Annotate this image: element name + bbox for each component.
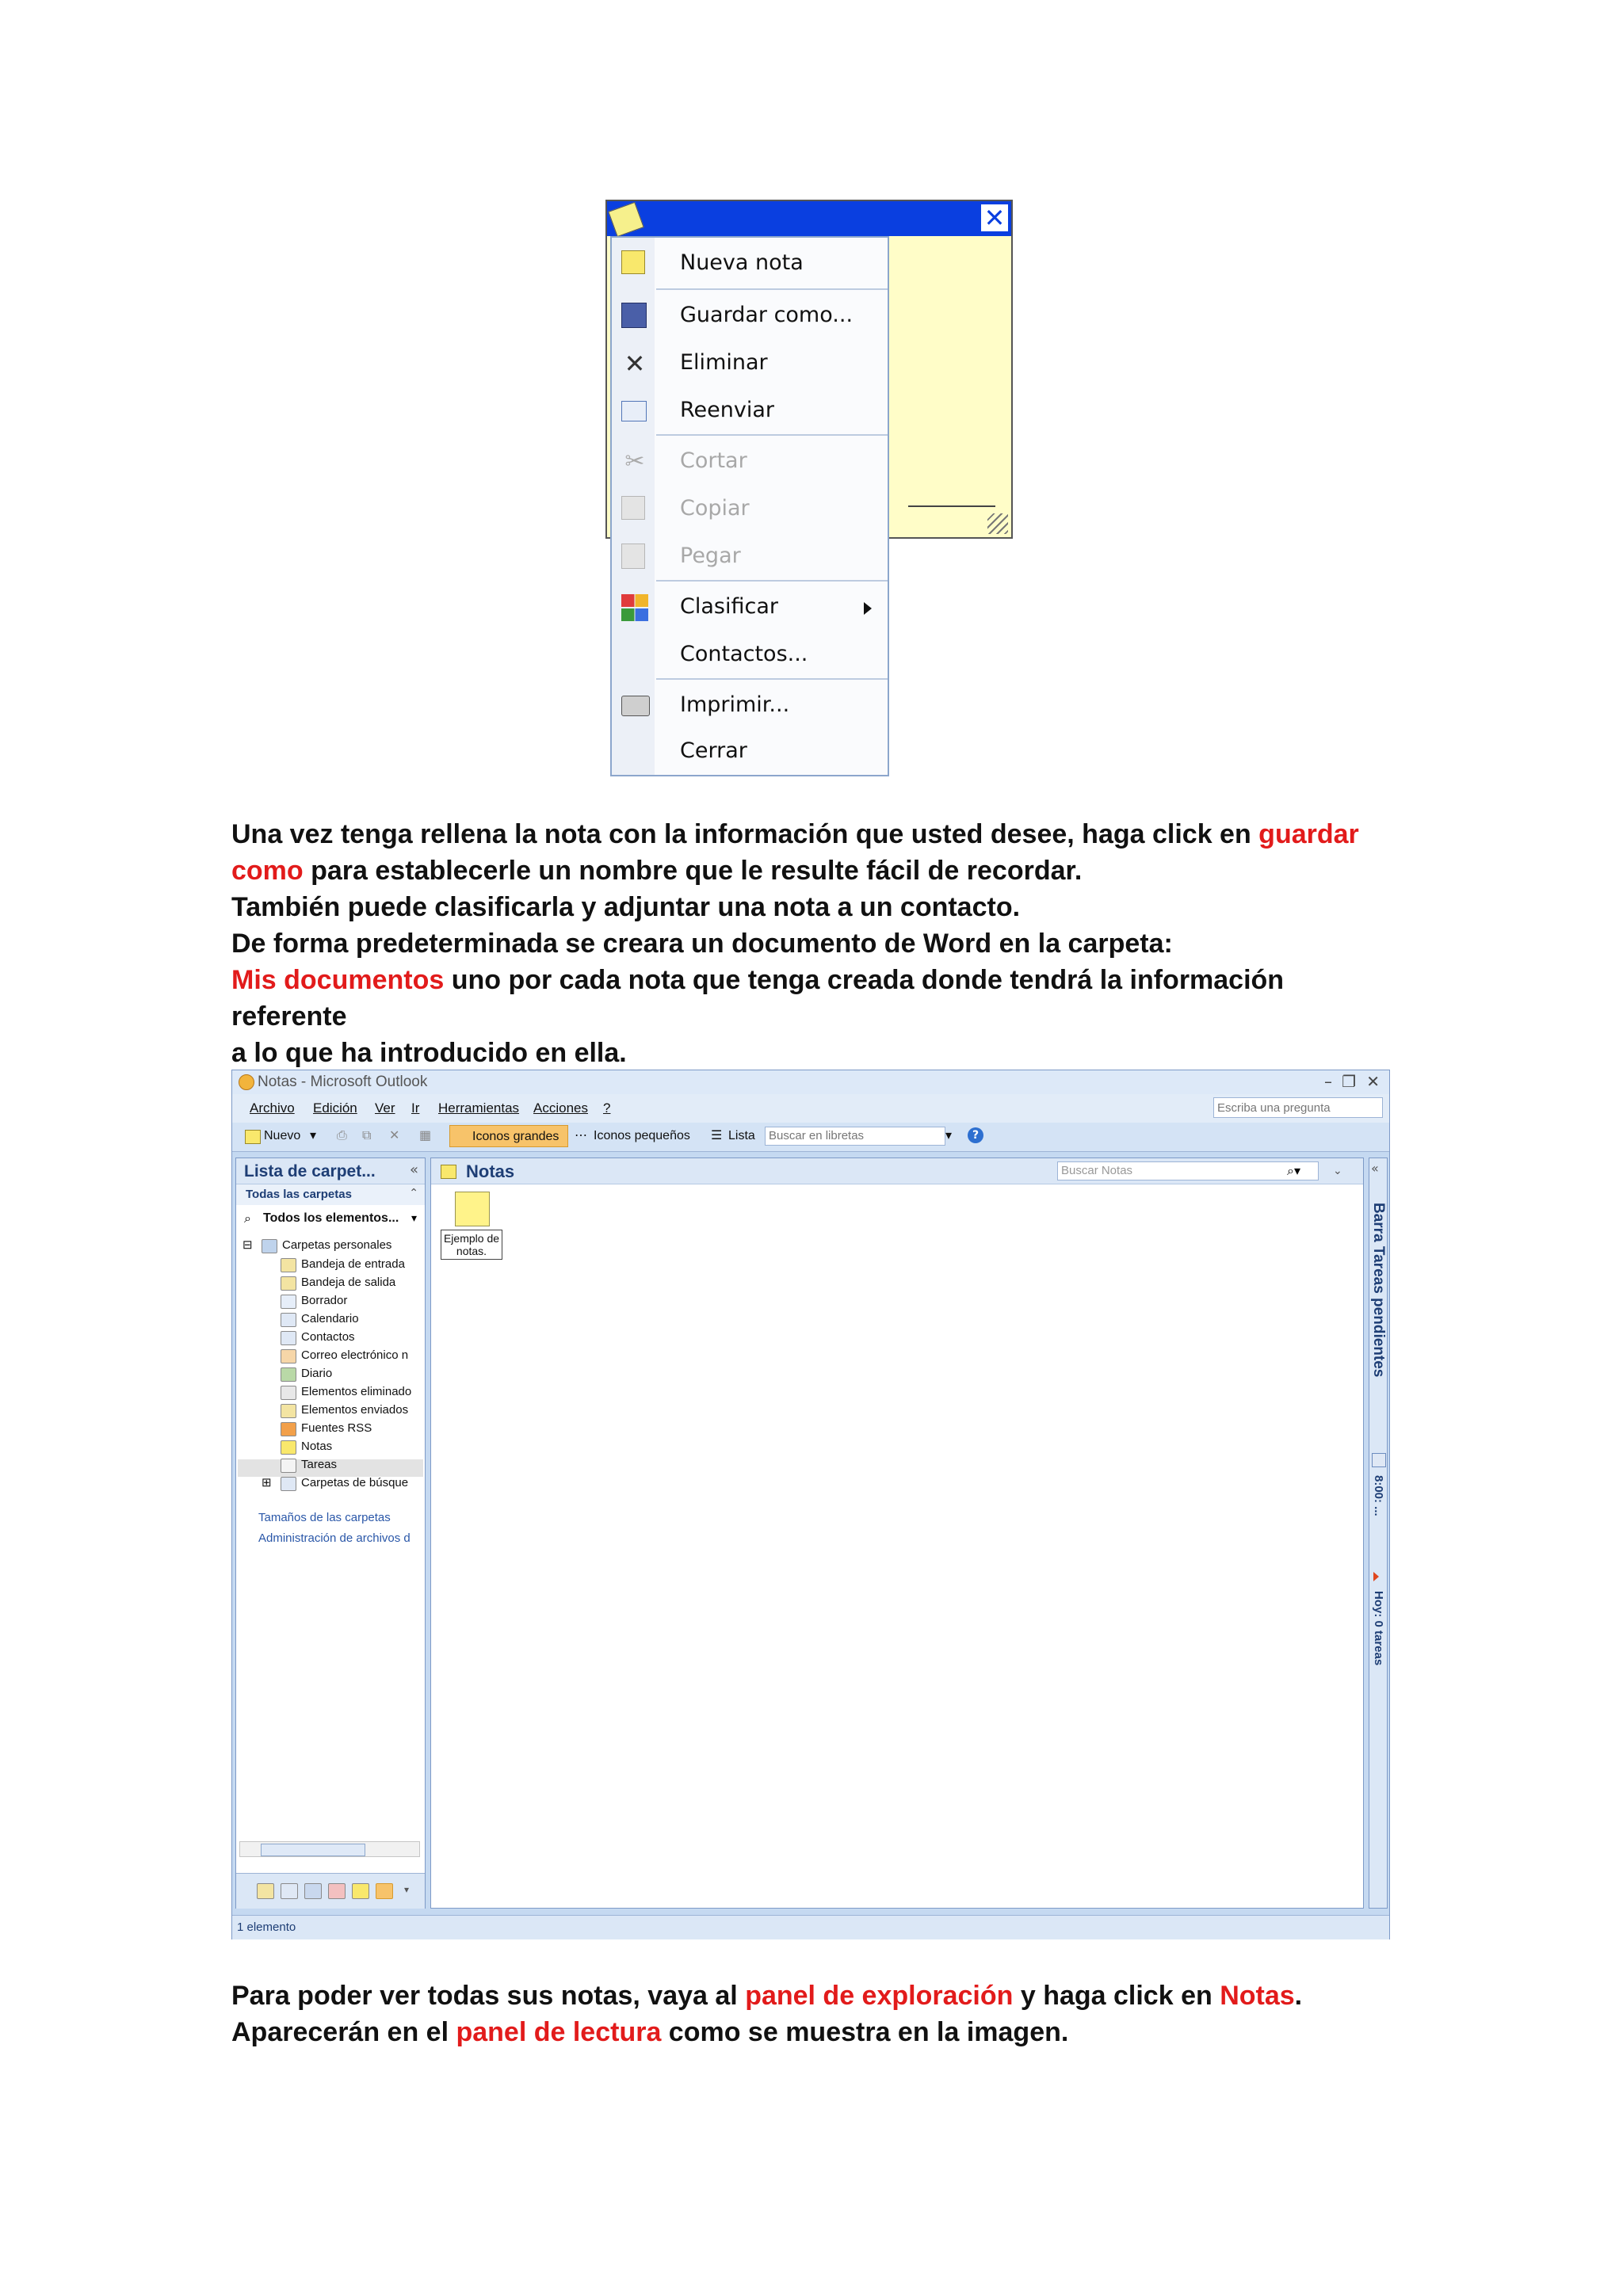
folder-sent-items[interactable]: Elementos enviados — [301, 1403, 409, 1417]
instructions-paragraph-2 — [231, 1978, 1404, 2050]
nav-pane-title: Lista de carpet... — [244, 1162, 376, 1180]
menu-item-paste[interactable]: Pegar — [612, 534, 888, 578]
collapse-up-icon[interactable]: ⌃ — [409, 1187, 418, 1199]
notes-content-pane — [430, 1158, 1364, 1909]
small-icons-icon: ⋯ — [575, 1129, 587, 1142]
menu-edicion[interactable]: Edición — [313, 1100, 357, 1116]
calendar-icon — [1372, 1453, 1386, 1467]
close-icon[interactable]: ✕ — [1366, 1072, 1380, 1091]
dropdown-icon[interactable]: ▾ — [945, 1129, 953, 1142]
text-line: a lo que ha introducido en ella. — [231, 1038, 627, 1068]
delete-icon: ✕ — [624, 349, 646, 379]
expand-search-icon[interactable]: ⌄ — [1333, 1165, 1342, 1177]
link-data-file-management[interactable]: Administración de archivos d — [258, 1531, 411, 1545]
menu-separator — [656, 288, 888, 290]
todo-bar[interactable] — [1369, 1158, 1388, 1909]
menu-item-new-note[interactable]: Nueva nota — [612, 241, 888, 285]
contacts-icon — [281, 1331, 296, 1345]
paste-icon — [621, 543, 645, 569]
journal-icon — [281, 1367, 296, 1382]
text-line: como para establecerle un nombre que le resulte fácil de recordar. — [231, 856, 1083, 886]
calendar-icon[interactable] — [281, 1883, 298, 1899]
menu-item-save-as[interactable]: Guardar como... — [612, 293, 888, 338]
new-note-icon — [621, 250, 645, 274]
deleted-items-icon — [281, 1386, 296, 1400]
calendar-icon — [281, 1313, 296, 1327]
scrollbar-thumb[interactable] — [261, 1844, 365, 1856]
status-bar — [232, 1915, 1389, 1939]
text-line: Una vez tenga rellena la nota con la información que usted desee, haga click en guardar — [231, 819, 1359, 849]
folder-journal[interactable]: Diario — [301, 1367, 333, 1380]
menu-ir[interactable]: Ir — [411, 1100, 420, 1116]
search-folders-icon — [281, 1477, 296, 1491]
configure-buttons-icon[interactable]: ▾ — [404, 1884, 410, 1895]
mail-icon[interactable] — [257, 1883, 274, 1899]
minimize-icon[interactable]: – — [1324, 1072, 1332, 1091]
restore-icon[interactable]: ❐ — [1342, 1072, 1356, 1091]
tasks-icon — [281, 1459, 296, 1473]
copy-icon — [621, 496, 645, 520]
all-items-selector[interactable]: ⌕ Todos los elementos... ▾ — [244, 1211, 417, 1226]
notes-icon — [441, 1165, 456, 1179]
todo-next-appointment: 8:00: ... — [1372, 1475, 1385, 1516]
nav-pane-header — [236, 1158, 425, 1184]
rss-icon — [281, 1422, 296, 1436]
folder-calendar[interactable]: Calendario — [301, 1312, 359, 1325]
save-as-icon — [621, 303, 647, 328]
expand-icon[interactable]: ⊟ — [242, 1238, 253, 1252]
note-divider — [908, 505, 995, 507]
content-title: Notas — [466, 1161, 515, 1181]
cut-icon: ✂ — [624, 448, 645, 475]
folder-personal[interactable]: Carpetas personales — [282, 1238, 392, 1252]
folder-drafts[interactable]: Borrador — [301, 1294, 348, 1307]
menu-item-close[interactable]: Cerrar — [680, 738, 747, 763]
print-icon — [621, 696, 650, 716]
folder-list-icon[interactable] — [376, 1883, 393, 1899]
window-title: Notas - Microsoft Outlook — [258, 1074, 428, 1090]
forward-icon — [621, 401, 647, 421]
outlook-window — [231, 1070, 1390, 1939]
folder-notes[interactable]: Notas — [301, 1440, 333, 1453]
drafts-icon — [281, 1295, 296, 1309]
print-icon[interactable]: ⎙ — [337, 1129, 347, 1142]
text-line: También puede clasificarla y adjuntar una nota a un contacto. — [231, 892, 1021, 922]
folder-search-folders[interactable]: Carpetas de búsque — [301, 1476, 409, 1489]
note-title-bar[interactable] — [607, 201, 1011, 236]
menu-item-print[interactable]: Imprimir... — [612, 683, 888, 727]
note-item-icon[interactable] — [455, 1192, 490, 1226]
folder-inbox[interactable]: Bandeja de entrada — [301, 1257, 405, 1271]
folder-rss-feeds[interactable]: Fuentes RSS — [301, 1421, 372, 1435]
inbox-icon — [281, 1258, 296, 1272]
collapse-icon[interactable]: « — [409, 1161, 418, 1178]
content-header — [431, 1158, 1363, 1184]
new-note-icon — [245, 1130, 261, 1144]
notes-icon[interactable] — [352, 1883, 369, 1899]
resize-grip-icon[interactable] — [987, 513, 1008, 534]
expand-icon[interactable]: « — [1371, 1161, 1379, 1176]
search-icon: ⌕ — [244, 1211, 251, 1226]
junk-mail-icon — [281, 1349, 296, 1363]
menu-separator — [656, 434, 888, 436]
delete-icon[interactable]: ✕ — [389, 1129, 400, 1142]
menu-archivo[interactable]: Archivo — [250, 1100, 295, 1116]
categorize-icon[interactable]: ▦ — [419, 1129, 432, 1142]
text-line: Aparecerán en el panel de lectura como se muestra en la imagen. — [231, 2017, 1069, 2047]
dropdown-icon[interactable]: ▾ — [310, 1129, 317, 1142]
horizontal-scrollbar[interactable] — [239, 1841, 420, 1857]
instructions-paragraph-1 — [231, 816, 1404, 1071]
personal-folders-icon — [262, 1239, 277, 1253]
folder-junk-mail[interactable]: Correo electrónico n — [301, 1348, 409, 1362]
sent-items-icon — [281, 1404, 296, 1418]
text-line: Para poder ver todas sus notas, vaya al panel de exploración y haga click en Notas. — [231, 1981, 1303, 2011]
contacts-icon[interactable] — [304, 1883, 322, 1899]
note-item-label[interactable]: Ejemplo de notas. — [441, 1230, 502, 1260]
menu-herramientas[interactable]: Herramientas — [438, 1100, 520, 1116]
search-notes-field[interactable]: Buscar Notas — [1057, 1161, 1319, 1180]
title-bar[interactable] — [232, 1070, 1389, 1094]
large-icons-button[interactable]: Iconos grandes — [449, 1125, 568, 1147]
tasks-icon[interactable] — [328, 1883, 346, 1899]
todo-bar-title: Barra Tareas pendientes — [1370, 1203, 1387, 1378]
outbox-icon — [281, 1276, 296, 1291]
folder-deleted-items[interactable]: Elementos eliminado — [301, 1385, 412, 1398]
navigation-pane — [235, 1158, 426, 1909]
new-button[interactable]: Nuevo — [264, 1129, 301, 1142]
dropdown-icon[interactable]: ▾ — [411, 1212, 417, 1225]
menu-help[interactable]: ? — [603, 1100, 611, 1116]
submenu-arrow-icon — [864, 602, 872, 615]
categorize-icon — [621, 594, 648, 621]
help-icon[interactable]: ? — [968, 1127, 983, 1143]
outlook-icon — [239, 1074, 254, 1090]
menu-separator — [656, 580, 888, 582]
menu-item-contacts[interactable]: Contactos... — [680, 642, 808, 666]
text-line: Mis documentos uno por cada nota que tenga creada donde tendrá la información referente — [231, 965, 1285, 1032]
search-address-books-field[interactable]: Buscar en libretas — [765, 1127, 945, 1146]
menu-bar — [232, 1094, 1389, 1123]
notes-icon — [281, 1440, 296, 1455]
menu-separator — [656, 678, 888, 680]
toolbar — [232, 1123, 1389, 1152]
folder-outbox[interactable]: Bandeja de salida — [301, 1276, 396, 1289]
search-icon[interactable]: ⌕▾ — [1287, 1163, 1300, 1178]
list-button[interactable]: Lista — [728, 1129, 755, 1142]
nav-pane-button-bar — [236, 1873, 425, 1909]
note-context-menu — [610, 236, 889, 776]
move-icon[interactable]: ⧉ — [362, 1129, 372, 1142]
menu-item-delete[interactable]: ✕ Eliminar — [612, 341, 888, 385]
menu-ver[interactable]: Ver — [375, 1100, 395, 1116]
small-icons-button[interactable]: Iconos pequeños — [594, 1129, 690, 1142]
close-icon[interactable]: ✕ — [981, 204, 1008, 231]
menu-item-cut[interactable]: ✂ Cortar — [612, 439, 888, 483]
folder-contacts[interactable]: Contactos — [301, 1330, 355, 1344]
expand-icon[interactable]: ⊞ — [262, 1476, 272, 1489]
todo-today-tasks: Hoy: 0 tareas — [1372, 1591, 1385, 1666]
menu-acciones[interactable]: Acciones — [533, 1100, 588, 1116]
menu-item-categorize[interactable]: Clasificar — [612, 585, 888, 629]
ask-question-field[interactable]: Escriba una pregunta — [1213, 1097, 1383, 1118]
menu-item-copy[interactable]: Copiar — [612, 486, 888, 531]
status-text: 1 elemento — [237, 1920, 296, 1934]
all-folders-header[interactable]: Todas las carpetas ⌃ — [236, 1184, 425, 1205]
folder-tasks[interactable]: Tareas — [301, 1458, 338, 1471]
list-icon: ☰ — [711, 1129, 723, 1142]
flag-icon — [1373, 1572, 1379, 1581]
menu-item-forward[interactable]: Reenviar — [612, 388, 888, 433]
text-line: De forma predeterminada se creara un documento de Word en la carpeta: — [231, 929, 1173, 959]
link-folder-sizes[interactable]: Tamaños de las carpetas — [258, 1511, 391, 1524]
